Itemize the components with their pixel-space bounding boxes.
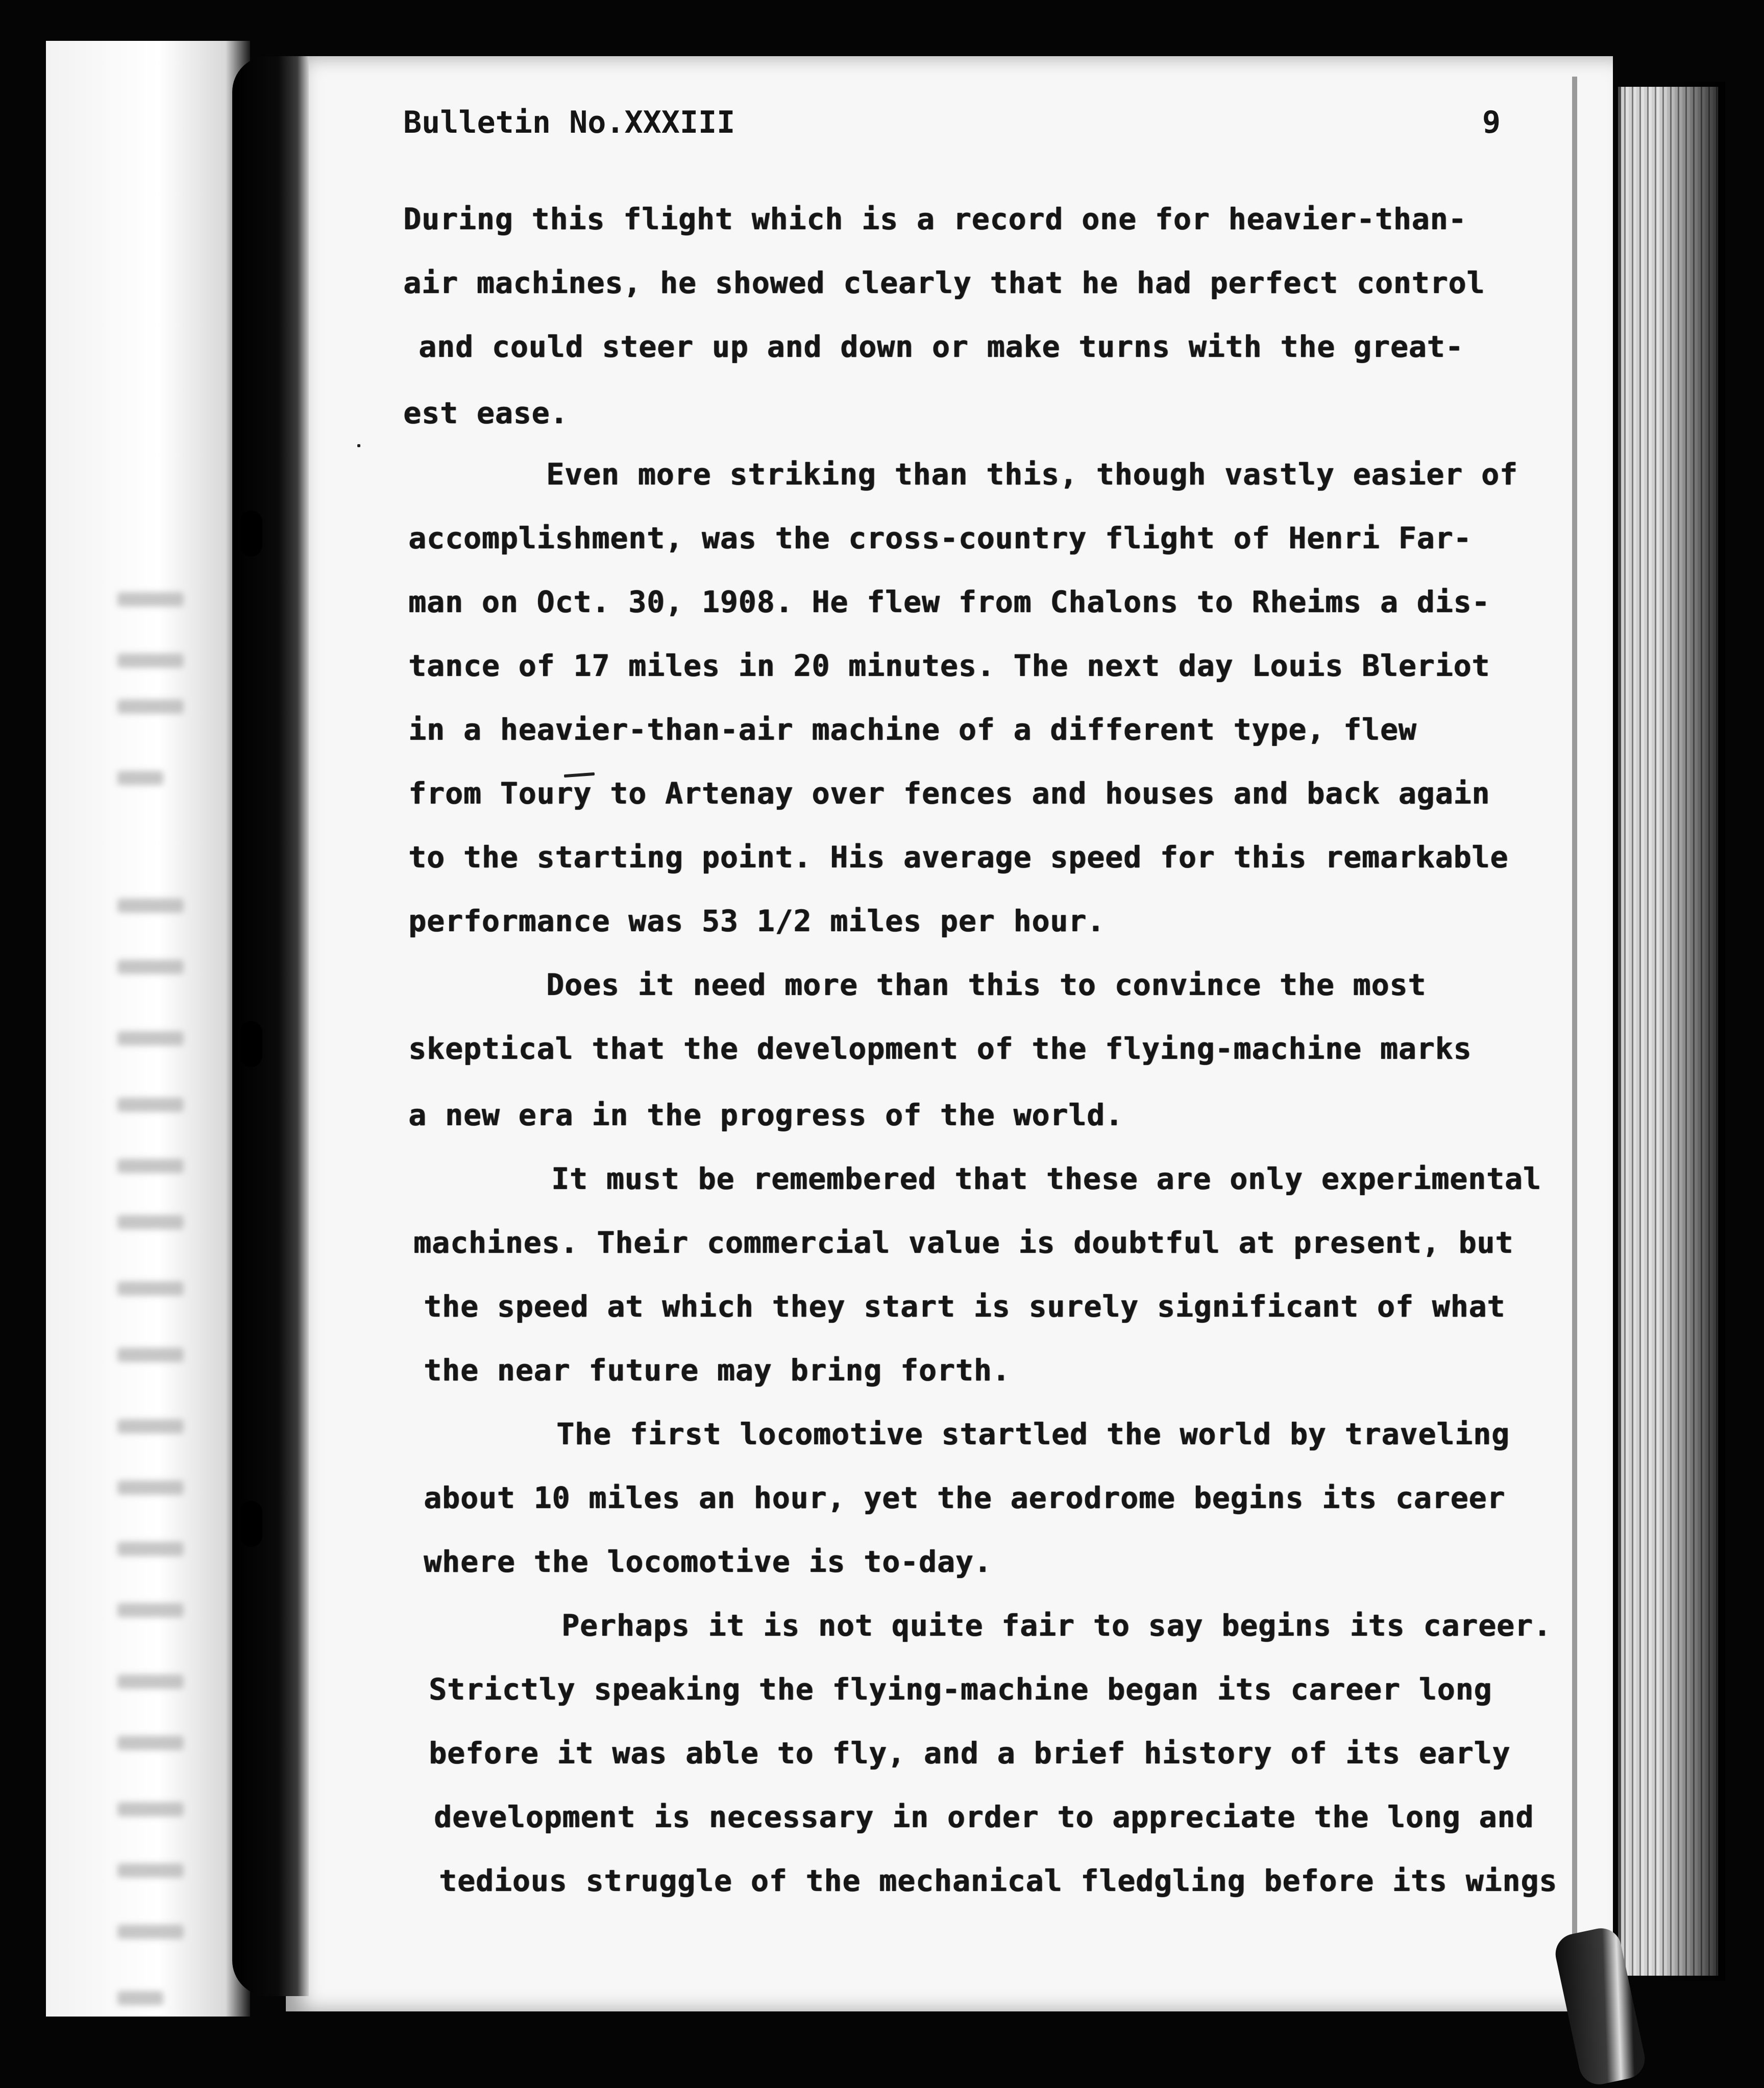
- binding-hole: [240, 1501, 262, 1547]
- text-line: The first locomotive startled the world by traveling: [556, 1417, 1510, 1451]
- text-line: accomplishment, was the cross-country flight of Henri Far-: [408, 521, 1472, 555]
- text-line: and could steer up and down or make turns with the great-: [419, 329, 1464, 364]
- text-line: air machines, he showed clearly that he had perfect control: [403, 265, 1485, 300]
- text-line: from Toury to Artenay over fences and houses and back again: [408, 776, 1490, 811]
- text-line: Strictly speaking the flying-machine began its career long: [429, 1672, 1492, 1707]
- text-line: development is necessary in order to appreciate the long and: [434, 1800, 1534, 1834]
- binding-hole: [240, 511, 262, 556]
- text-line: in a heavier-than-air machine of a different type, flew: [408, 712, 1417, 747]
- bleed-through-text: [46, 41, 250, 2017]
- page-number: 9: [1482, 105, 1501, 140]
- text-line: to the starting point. His average speed for this remarkable: [408, 840, 1509, 875]
- text-line: Even more striking than this, though vastly easier of: [546, 457, 1518, 492]
- text-line: where the locomotive is to-day.: [424, 1544, 992, 1579]
- page-stack-shadow: [1659, 82, 1725, 1981]
- binding-hole: [240, 1021, 262, 1067]
- text-line: Does it need more than this to convince the most: [546, 967, 1427, 1002]
- text-line: man on Oct. 30, 1908. He flew from Chalons to Rheims a dis-: [408, 585, 1490, 619]
- text-line: It must be remembered that these are only experimental: [551, 1161, 1541, 1196]
- text-line: Perhaps it is not quite fair to say begins its career.: [561, 1608, 1552, 1643]
- text-line: before it was able to fly, and a brief history of its early: [429, 1736, 1511, 1770]
- text-line: skeptical that the development of the flying-machine marks: [408, 1031, 1472, 1066]
- text-line: the near future may bring forth.: [424, 1353, 1011, 1388]
- text-line: the speed at which they start is surely significant of what: [424, 1289, 1506, 1324]
- text-line: a new era in the progress of the world.: [408, 1098, 1123, 1132]
- text-line: machines. Their commercial value is doubtful at present, but: [413, 1225, 1514, 1260]
- text-line: about 10 miles an hour, yet the aerodrome begins its career: [424, 1480, 1506, 1515]
- text-line: tance of 17 miles in 20 minutes. The next day Louis Bleriot: [408, 648, 1490, 683]
- page-header: [403, 105, 1501, 145]
- text-line: performance was 53 1/2 miles per hour.: [408, 904, 1105, 938]
- bulletin-title: Bulletin No.XXXIII: [403, 105, 736, 140]
- text-line: tedious struggle of the mechanical fledgling before its wings: [439, 1863, 1558, 1898]
- text-line: est ease.: [403, 396, 569, 430]
- ink-mark: [357, 444, 360, 447]
- text-line: During this flight which is a record one for heavier-than-: [403, 202, 1467, 236]
- left-facing-page: [46, 41, 250, 2017]
- page-edge-line: [1572, 77, 1577, 1986]
